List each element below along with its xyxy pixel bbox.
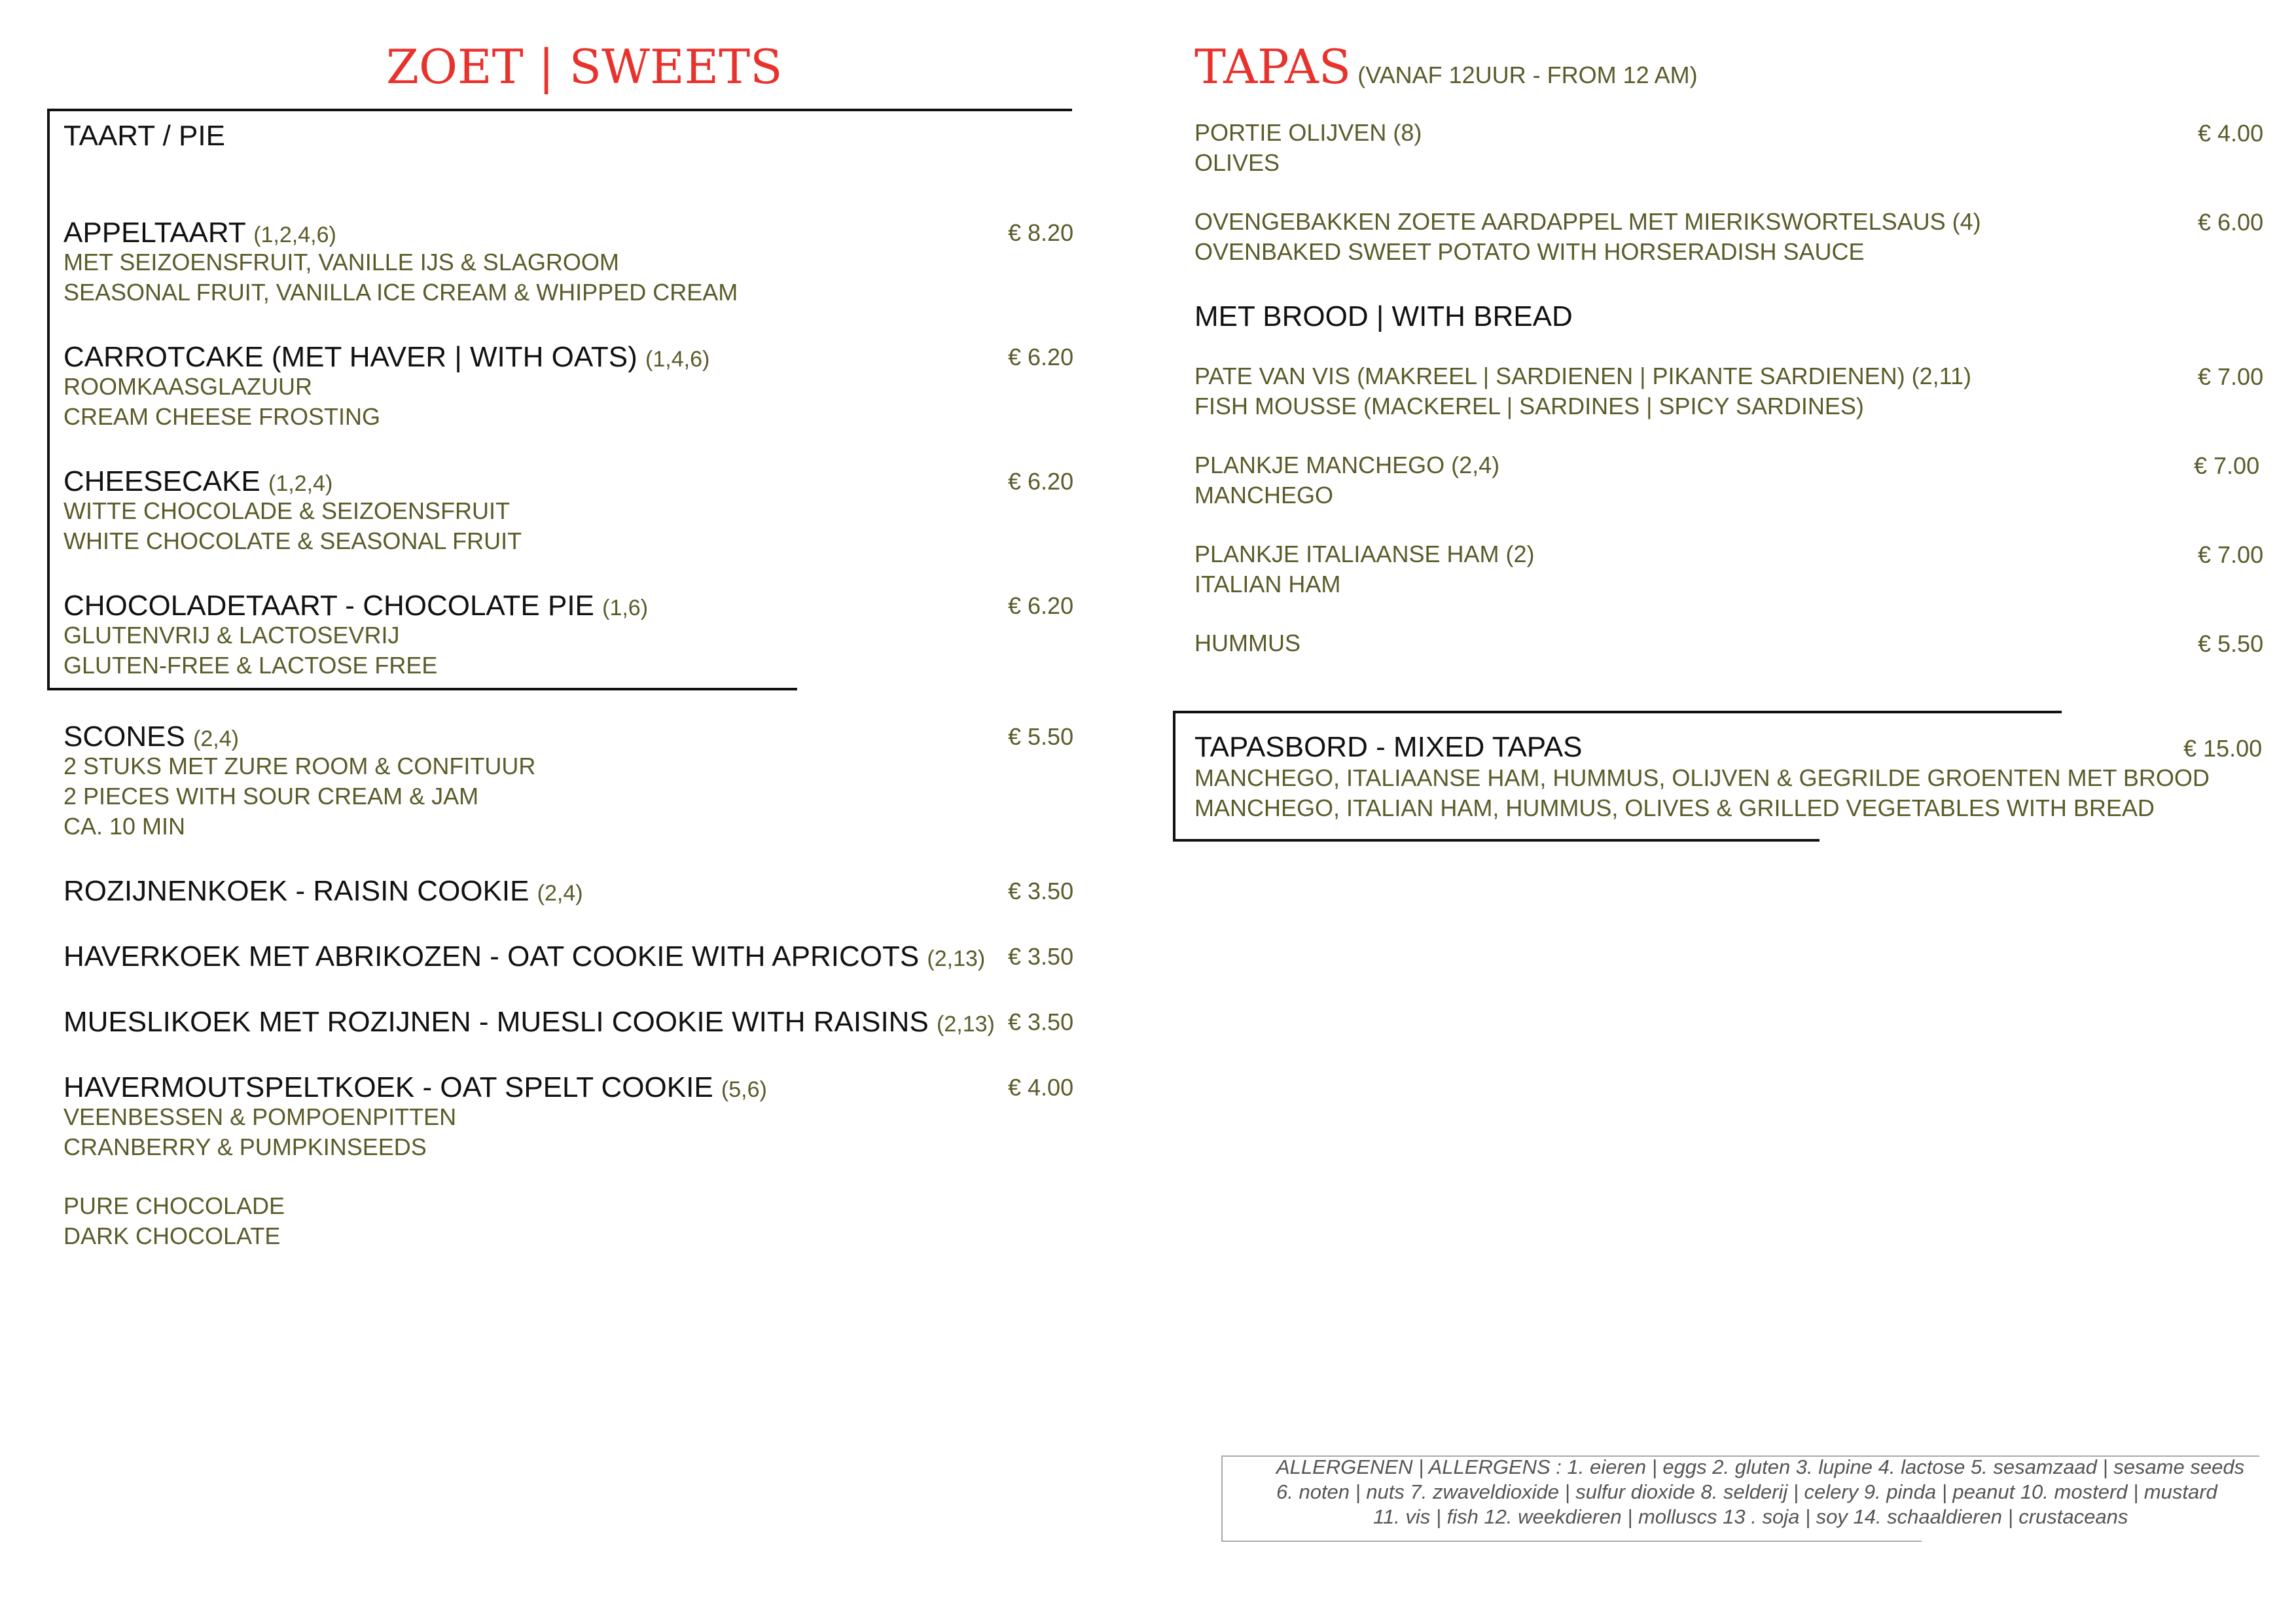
item-name-text: HAVERKOEK MET ABRIKOZEN - OAT COOKIE WITH APRICOTS — [63, 940, 920, 972]
tapas-item-line: PORTIE OLIJVEN (8) — [1194, 119, 1422, 146]
item-allergens: (1,4,6) — [645, 347, 710, 372]
allergen-line: 11. vis | fish 12. weekdieren | molluscs 13 . soja | soy 14. schaaldieren | crustaceans — [1373, 1505, 2128, 1528]
item-allergens: (2,13) — [927, 946, 986, 971]
item-allergens: (2,13) — [937, 1012, 995, 1037]
item-price: € 3.50 — [1008, 943, 1074, 970]
item-name-text: CHEESECAKE — [63, 465, 260, 497]
tapas-subtitle: (VANAF 12UUR - FROM 12 AM) — [1357, 62, 1698, 88]
item-name-text: ROZIJNENKOEK - RAISIN COOKIE — [63, 875, 529, 907]
item-name-text: SCONES — [63, 721, 185, 753]
menu-item-name — [63, 722, 239, 751]
item-price: € 6.20 — [1008, 468, 1074, 495]
item-name-text: HAVERMOUTSPELTKOEK - OAT SPELT COOKIE — [63, 1071, 713, 1103]
sweets-title: ZOET | SWEETS — [386, 39, 783, 94]
item-price: € 6.20 — [1008, 344, 1074, 370]
pie-box-left-rule — [47, 109, 50, 690]
tapas-title — [1194, 39, 1698, 94]
bread-header: MET BROOD | WITH BREAD — [1194, 300, 1573, 332]
tapas-item-line: ITALIAN HAM — [1194, 571, 1341, 597]
mixed-box-bottom-rule — [1173, 839, 1820, 842]
item-name-text: CHOCOLADETAART - CHOCOLATE PIE — [63, 590, 594, 622]
tapas-item-line: OVENBAKED SWEET POTATO WITH HORSERADISH SAUCE — [1194, 238, 1865, 265]
tapas-item-price: € 6.00 — [2198, 209, 2264, 236]
item-desc: 2 PIECES WITH SOUR CREAM & JAM — [63, 783, 479, 810]
item-desc: GLUTEN-FREE & LACTOSE FREE — [63, 652, 438, 679]
item-desc: VEENBESSEN & POMPOENPITTEN — [63, 1103, 457, 1130]
item-price: € 4.00 — [1008, 1074, 1074, 1101]
item-desc: WITTE CHOCOLADE & SEIZOENSFRUIT — [63, 497, 511, 524]
tapas-title-text: TAPAS — [1194, 39, 1352, 94]
item-allergens: (1,6) — [602, 596, 649, 620]
item-name-text: CARROTCAKE (MET HAVER | WITH OATS) — [63, 341, 637, 373]
menu-item-name — [63, 877, 583, 906]
item-allergens: (5,6) — [721, 1077, 767, 1102]
item-price: € 8.20 — [1008, 219, 1074, 246]
item-desc: CA. 10 MIN — [63, 813, 186, 840]
item-allergens: (1,2,4,6) — [253, 223, 336, 247]
item-desc: WHITE CHOCOLATE & SEASONAL FRUIT — [63, 527, 522, 554]
mixed-tapas-name: TAPASBORD - MIXED TAPAS — [1194, 731, 1583, 763]
menu-item-name — [63, 343, 709, 372]
tapas-item-price: € 4.00 — [2198, 120, 2264, 147]
mixed-box-top-rule — [1173, 711, 2062, 713]
extra-item: DARK CHOCOLATE — [63, 1222, 281, 1249]
mixed-tapas-price: € 15.00 — [2183, 735, 2263, 762]
allergen-box-bottom-rule — [1221, 1541, 1922, 1542]
tapas-item-line: MANCHEGO — [1194, 482, 1334, 508]
item-name-text: MUESLIKOEK MET ROZIJNEN - MUESLI COOKIE WITH RAISINS — [63, 1006, 929, 1038]
item-allergens: (1,2,4) — [268, 471, 333, 496]
tapas-item-price: € 7.00 — [2194, 452, 2260, 479]
item-desc: CREAM CHEESE FROSTING — [63, 403, 381, 430]
menu-item-name — [63, 942, 985, 971]
tapas-item-line: PLANKJE MANCHEGO (2,4) — [1194, 452, 1500, 478]
pie-box-bottom-rule — [47, 688, 797, 690]
pie-box-top-rule — [47, 109, 1072, 111]
item-allergens: (2,4) — [193, 726, 239, 751]
tapas-item-price: € 5.50 — [2198, 630, 2264, 657]
menu-item-name — [63, 467, 332, 496]
item-desc: CRANBERRY & PUMPKINSEEDS — [63, 1133, 427, 1160]
menu-item-name — [63, 219, 336, 247]
tapas-item-line: FISH MOUSSE (MACKEREL | SARDINES | SPICY SARDINES) — [1194, 393, 1864, 419]
menu-item-name — [63, 1008, 995, 1037]
item-price: € 3.50 — [1008, 878, 1074, 904]
extra-item: PURE CHOCOLADE — [63, 1192, 285, 1219]
tapas-item-line: PATE VAN VIS (MAKREEL | SARDIENEN | PIKANTE SARDIENEN) (2,11) — [1194, 363, 1971, 389]
item-desc: 2 STUKS MET ZURE ROOM & CONFITUUR — [63, 753, 536, 779]
tapas-item-price: € 7.00 — [2198, 541, 2264, 568]
tapas-item-line: OVENGEBAKKEN ZOETE AARDAPPEL MET MIERIKSWORTELSAUS (4) — [1194, 208, 1981, 235]
tapas-item-line: PLANKJE ITALIAANSE HAM (2) — [1194, 541, 1535, 567]
menu-item-name — [63, 592, 648, 620]
tapas-item-line: OLIVES — [1194, 149, 1280, 176]
mixed-tapas-line: MANCHEGO, ITALIAANSE HAM, HUMMUS, OLIJVEN & GEGRILDE GROENTEN MET BROOD — [1194, 764, 2210, 791]
mixed-tapas-line: MANCHEGO, ITALIAN HAM, HUMMUS, OLIVES & GRILLED VEGETABLES WITH BREAD — [1194, 794, 2155, 821]
tapas-item-line: HUMMUS — [1194, 630, 1300, 656]
pie-header: TAART / PIE — [63, 120, 225, 152]
item-price: € 3.50 — [1008, 1008, 1074, 1035]
item-desc: GLUTENVRIJ & LACTOSEVRIJ — [63, 622, 400, 649]
item-price: € 5.50 — [1008, 723, 1074, 750]
item-desc: ROOMKAASGLAZUUR — [63, 373, 313, 400]
item-allergens: (2,4) — [537, 881, 583, 906]
allergen-line: ALLERGENEN | ALLERGENS : 1. eieren | eggs 2. gluten 3. lupine 4. lactose 5. sesamzaad | sesame seeds — [1276, 1455, 2245, 1478]
item-name-text: APPELTAART — [63, 217, 245, 249]
item-desc: MET SEIZOENSFRUIT, VANILLE IJS & SLAGROOM — [63, 249, 619, 276]
item-desc: SEASONAL FRUIT, VANILLA ICE CREAM & WHIPPED CREAM — [63, 279, 738, 306]
item-price: € 6.20 — [1008, 592, 1074, 619]
tapas-item-price: € 7.00 — [2198, 363, 2264, 390]
mixed-box-left-rule — [1173, 711, 1175, 842]
allergen-line: 6. noten | nuts 7. zwaveldioxide | sulfur dioxide 8. selderij | celery 9. pinda | peanut 10. mosterd | mustard — [1276, 1480, 2217, 1503]
menu-item-name — [63, 1073, 767, 1102]
